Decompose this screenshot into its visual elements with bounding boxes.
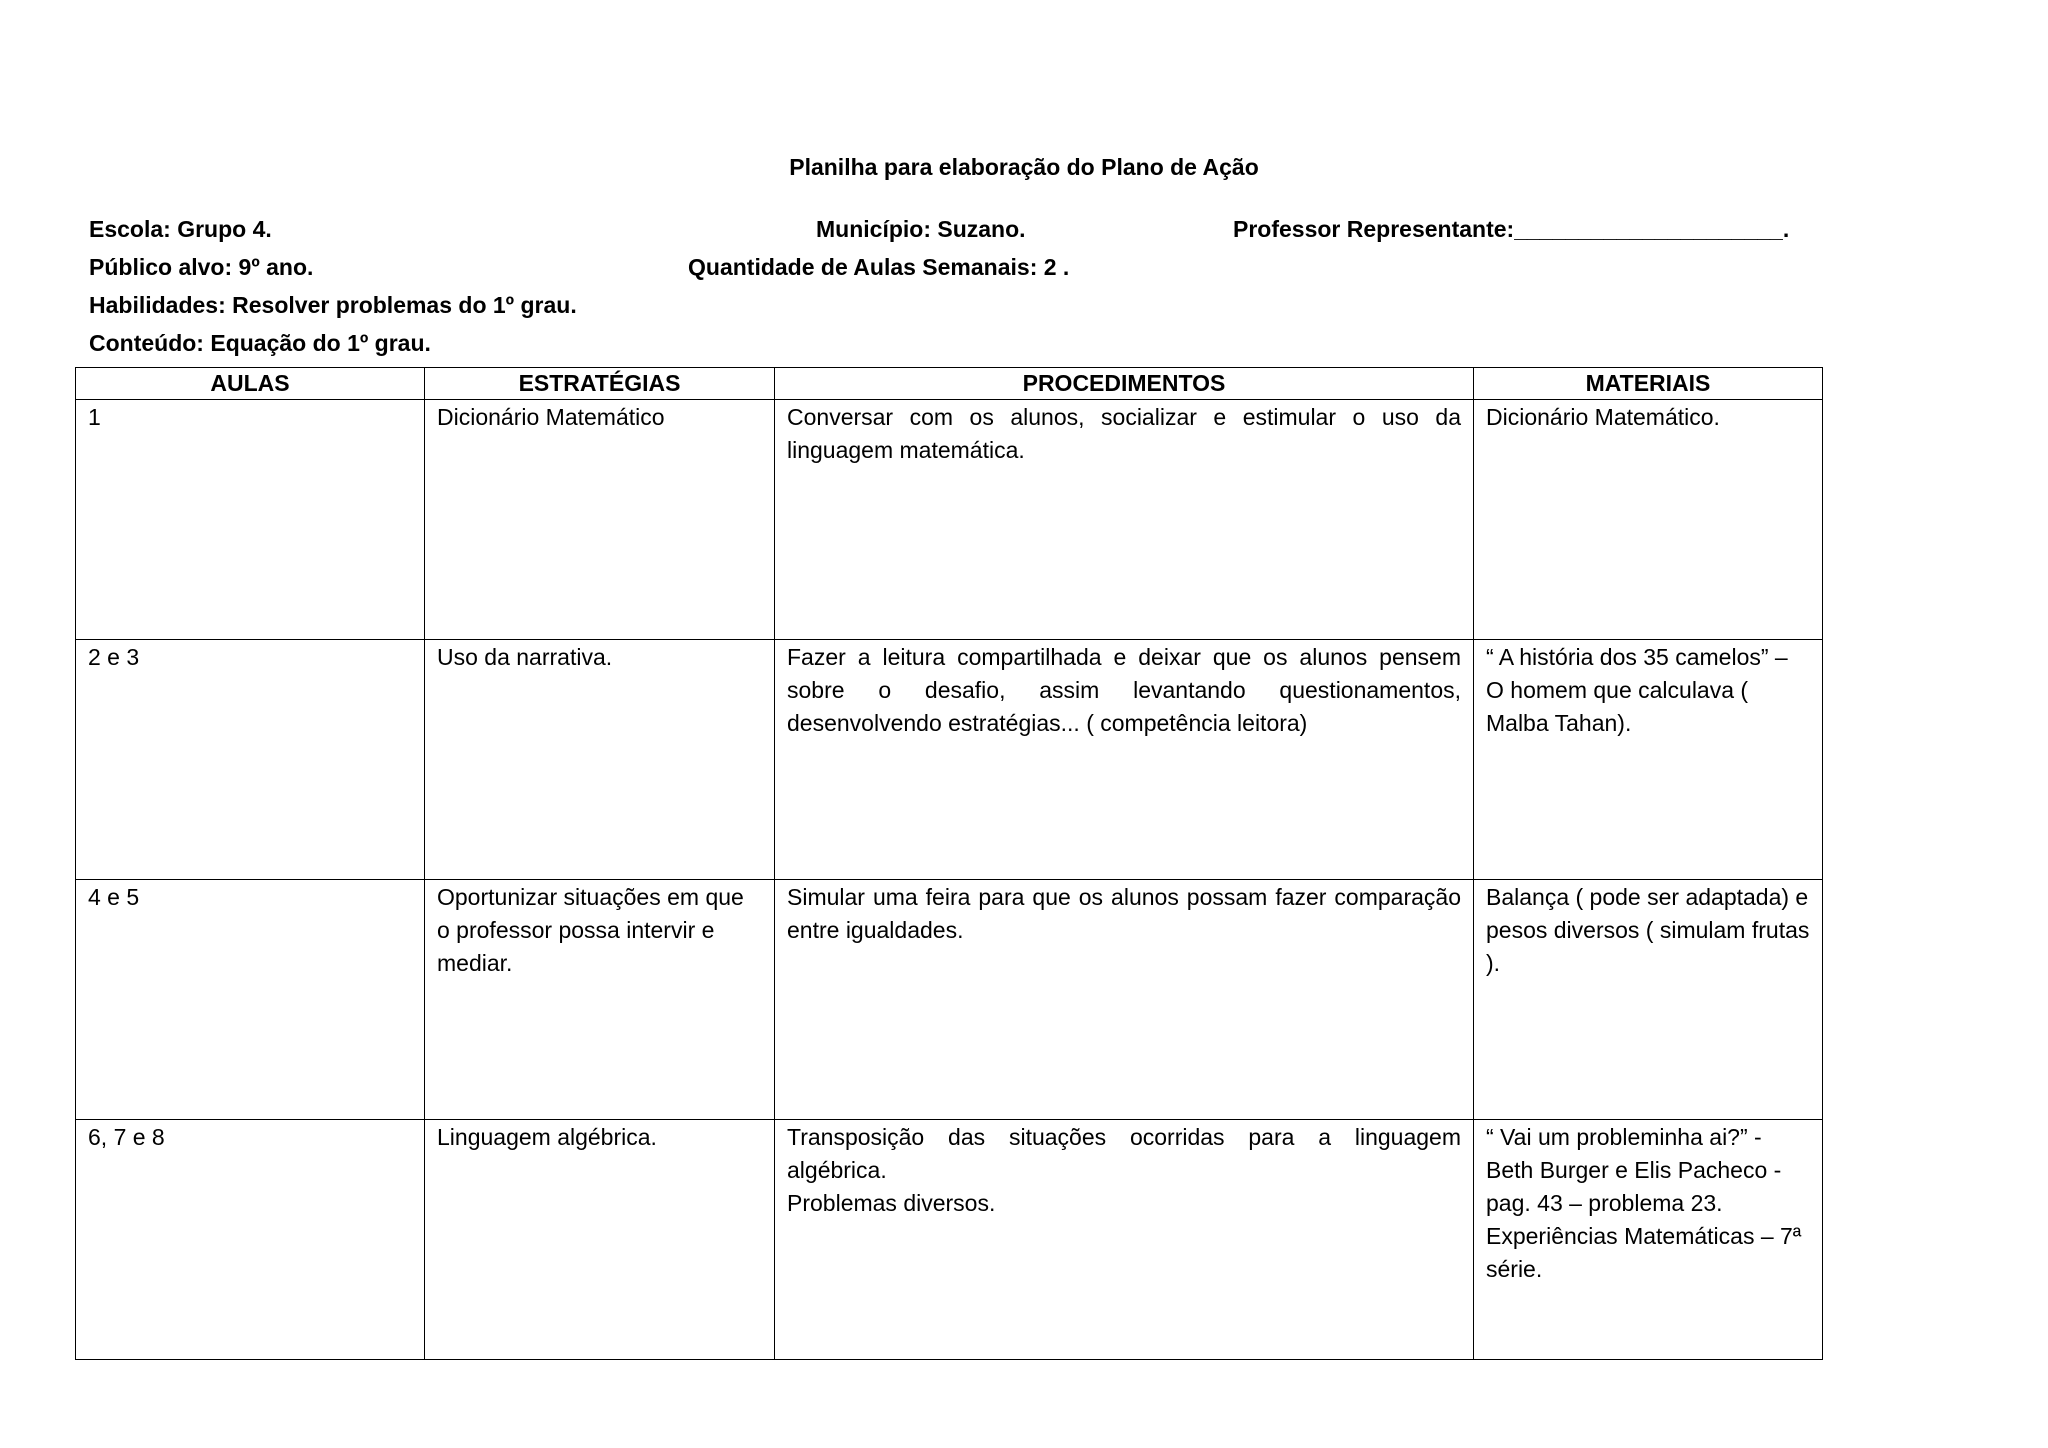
materiais-text: “ Vai um probleminha ai?” - Beth Burger e Elis Pacheco - pag. 43 – problema 23. Experiências Matemáticas – 7ª série.	[1486, 1124, 1802, 1282]
procedimentos-cell	[775, 1120, 1474, 1360]
header-procedimentos: PROCEDIMENTOS	[775, 368, 1474, 400]
estrategias-cell	[425, 400, 775, 640]
procedimentos-cell	[775, 640, 1474, 880]
header-aulas: AULAS	[76, 368, 425, 400]
procedimentos-text: Transposição das situações ocorridas para a linguagem algébrica. Problemas diversos.	[787, 1124, 1461, 1216]
estrategias-cell	[425, 640, 775, 880]
table-header-row	[76, 368, 1823, 400]
procedimentos-text: Simular uma feira para que os alunos possam fazer comparação entre igualdades.	[787, 884, 1461, 943]
aulas-cell	[76, 400, 425, 640]
aulas-text: 1	[88, 404, 101, 430]
table-row	[76, 400, 1823, 640]
quantidade-aulas-label: Quantidade de Aulas Semanais: 2 .	[688, 254, 1070, 280]
estrategias-cell	[425, 1120, 775, 1360]
aulas-text: 4 e 5	[88, 884, 140, 910]
conteudo-label: Conteúdo: Equação do 1º grau.	[89, 330, 431, 356]
materiais-cell	[1474, 880, 1823, 1120]
aulas-text: 6, 7 e 8	[88, 1124, 165, 1150]
materiais-text: Dicionário Matemático.	[1486, 404, 1720, 430]
materiais-text: “ A história dos 35 camelos” – O homem que calculava ( Malba Tahan).	[1486, 644, 1788, 736]
aulas-cell	[76, 880, 425, 1120]
materiais-cell	[1474, 1120, 1823, 1360]
habilidades-label: Habilidades: Resolver problemas do 1º grau.	[89, 292, 577, 318]
aulas-text: 2 e 3	[88, 644, 140, 670]
estrategias-text: Dicionário Matemático	[437, 404, 665, 430]
plan-table	[75, 367, 1823, 1360]
materiais-text: Balança ( pode ser adaptada) e pesos diversos ( simulam frutas ).	[1486, 884, 1810, 976]
procedimentos-text: Conversar com os alunos, socializar e estimular o uso da linguagem matemática.	[787, 404, 1461, 463]
page-title: Planilha para elaboração do Plano de Ação	[789, 154, 1259, 180]
escola-label: Escola: Grupo 4.	[89, 216, 272, 242]
estrategias-text: Linguagem algébrica.	[437, 1124, 657, 1150]
table-row	[76, 1120, 1823, 1360]
materiais-cell	[1474, 400, 1823, 640]
header-materiais: MATERIAIS	[1474, 368, 1823, 400]
municipio-label: Município: Suzano.	[816, 216, 1026, 242]
aulas-cell	[76, 1120, 425, 1360]
procedimentos-cell	[775, 400, 1474, 640]
header-estrategias: ESTRATÉGIAS	[425, 368, 775, 400]
table-row	[76, 640, 1823, 880]
procedimentos-cell	[775, 880, 1474, 1120]
procedimentos-text: Fazer a leitura compartilhada e deixar que os alunos pensem sobre o desafio, assim levantando questionamentos, desenvolvendo estratégias... ( competência leitora)	[787, 644, 1461, 736]
estrategias-text: Uso da narrativa.	[437, 644, 613, 670]
estrategias-text: Oportunizar situações em que o professor possa intervir e mediar.	[437, 884, 744, 976]
materiais-cell	[1474, 640, 1823, 880]
table-row	[76, 880, 1823, 1120]
professor-representante-label: Professor Representante:_____________________.	[1233, 216, 1790, 242]
estrategias-cell	[425, 880, 775, 1120]
publico-alvo-label: Público alvo: 9º ano.	[89, 254, 314, 280]
aulas-cell	[76, 640, 425, 880]
